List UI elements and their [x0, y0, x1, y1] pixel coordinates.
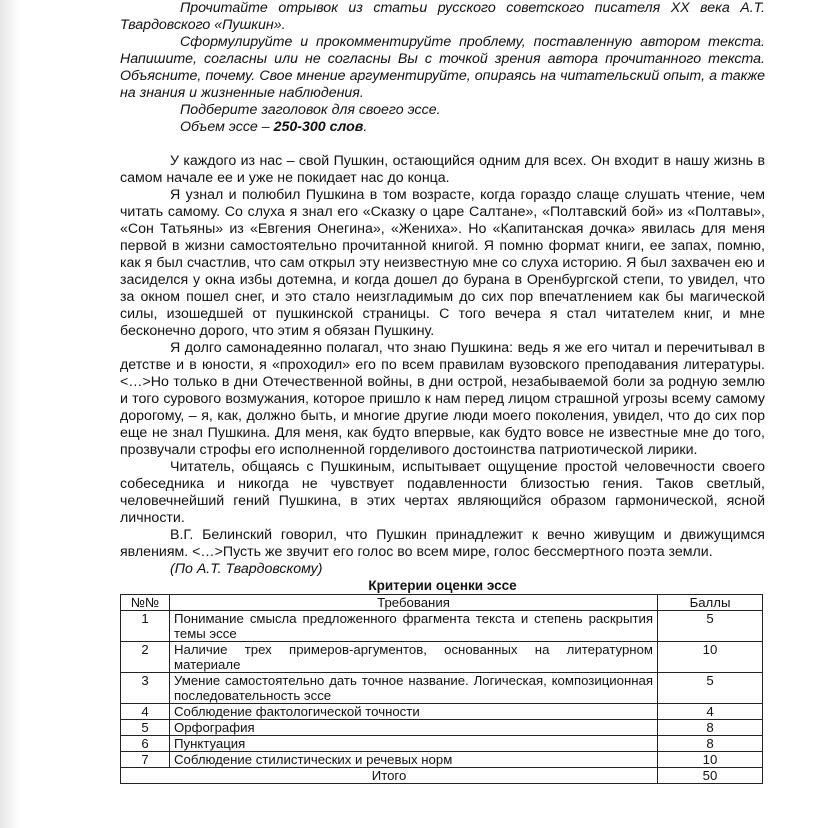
task-instructions [120, 0, 765, 136]
row-points: 8 [658, 736, 763, 752]
row-number: 2 [121, 642, 170, 673]
header-requirements: Требования [170, 595, 658, 611]
table-row [121, 704, 763, 720]
excerpt-paragraph: У каждого из нас – свой Пушкин, остающийся одним для всех. Он входит в нашу жизнь в самом начале ее и уже не покидает нас до конца. [120, 153, 765, 186]
row-number: 5 [121, 720, 170, 736]
excerpt-text [120, 153, 765, 578]
row-number: 1 [121, 611, 170, 642]
total-row [121, 768, 763, 784]
row-requirement: Наличие трех примеров-аргументов, основанных на литературном материале [170, 642, 658, 673]
task-volume-words: 250-300 слов [273, 119, 364, 135]
table-row [121, 611, 763, 642]
row-requirement: Соблюдение фактологической точности [170, 704, 658, 720]
row-points: 5 [658, 611, 763, 642]
table-row [121, 752, 763, 768]
criteria-table [120, 594, 763, 784]
task-volume-suffix: . [363, 119, 368, 135]
row-requirement: Понимание смысла предложенного фрагмента текста и степень раскрытия темы эссе [170, 611, 658, 642]
row-points: 10 [658, 752, 763, 768]
criteria-title: Критерии оценки эссе [368, 578, 517, 593]
row-points: 8 [658, 720, 763, 736]
row-number: 4 [121, 704, 170, 720]
table-row [121, 736, 763, 752]
criteria-header-row [121, 595, 763, 611]
task-volume-prefix: Объем эссе – [180, 119, 274, 135]
header-points: Баллы [658, 595, 763, 611]
row-number: 3 [121, 673, 170, 704]
document-page [120, 0, 765, 784]
task-description: Сформулируйте и прокомментируйте проблему, поставленную автором текста. Напишите, согласны или не согласны Вы с точкой зрения автора прочитанного текста. Объясните, почему. Свое мнение аргументируйте, опираясь на читательский опыт, а также на знания и жизненные наблюдения. [120, 34, 765, 101]
row-requirement: Соблюдение стилистических и речевых норм [170, 752, 658, 768]
total-label: Итого [121, 768, 658, 784]
excerpt-paragraph: Я узнал и полюбил Пушкина в том возрасте, когда гораздо слаще слушать чтение, чем читать самому. Со слуха я знал его «Сказку о царе Салтане», «Полтавский бой» из «Полтавы», «Сон Татьяны» из «Евгения Онегина», «Жениха». Но «Капитанская дочка» явилась для меня первой в жизни самостоятельно прочитанной книгой. Я помню формат книги, ее запах, помню, как я был счастлив, что сам открыл эту неизвестную мне со слуха историю. Я был захвачен ею и засиделся у окна избы дотемна, и когда дошел до бурана в Оренбургской степи, то увидел, что за окном пошел снег, и это стало неизгладимым до сих пор впечатлением как бы магической силы, изошедшей от пушкинской страницы. С того вечера я стал читателем книг, и мне бесконечно дорого, что этим я обязан Пушкину. [120, 187, 765, 339]
table-row [121, 673, 763, 704]
table-row [121, 642, 763, 673]
row-number: 7 [121, 752, 170, 768]
total-points: 50 [658, 768, 763, 784]
task-volume [120, 119, 765, 136]
task-title-hint: Подберите заголовок для своего эссе. [180, 102, 441, 118]
header-number: №№ [121, 595, 170, 611]
row-points: 5 [658, 673, 763, 704]
row-number: 6 [121, 736, 170, 752]
row-requirement: Орфография [170, 720, 658, 736]
row-points: 4 [658, 704, 763, 720]
table-row [121, 720, 763, 736]
task-intro: Прочитайте отрывок из статьи русского советского писателя XX века А.Т. Твардовского «Пушкин». [120, 0, 765, 33]
row-points: 10 [658, 642, 763, 673]
excerpt-paragraph: В.Г. Белинский говорил, что Пушкин принадлежит к вечно живущим и движущимся явлениям. <…>Пусть же звучит его голос во всем мире, голос бессмертного поэта земли. [120, 527, 765, 560]
row-requirement: Умение самостоятельно дать точное название. Логическая, композиционная последовательность эссе [170, 673, 658, 704]
row-requirement: Пунктуация [170, 736, 658, 752]
page-edge-shadow [0, 0, 20, 828]
excerpt-paragraph: Читатель, общаясь с Пушкиным, испытывает ощущение простой человечности своего собеседника и никогда не чувствует подавленности близостью гения. Таков светлый, человечнейший гений Пушкина, в этих чертах являющийся образом гармонической, ясной личности. [120, 459, 765, 526]
excerpt-signature: (По А.Т. Твардовскому) [170, 561, 323, 577]
excerpt-paragraph: Я долго самонадеянно полагал, что знаю Пушкина: ведь я же его читал и перечитывал в детстве и в юности, я «проходил» его по всем правилам вузовского преподавания литературы. <…>Но только в дни Отечественной войны, в дни острой, незабываемой боли за родную землю и того сурового возмужания, которое пришло к нам перед лицом страшной угрозы всему самому дорогому, – я, как, должно быть, и многие другие люди моего поколения, увидел, что до сих пор еще не знал Пушкина. Для меня, как будто впервые, как будто вовсе не известные мне до того, прозвучали строфы его исполненной горделивого достоинства патриотической лирики. [120, 340, 765, 458]
